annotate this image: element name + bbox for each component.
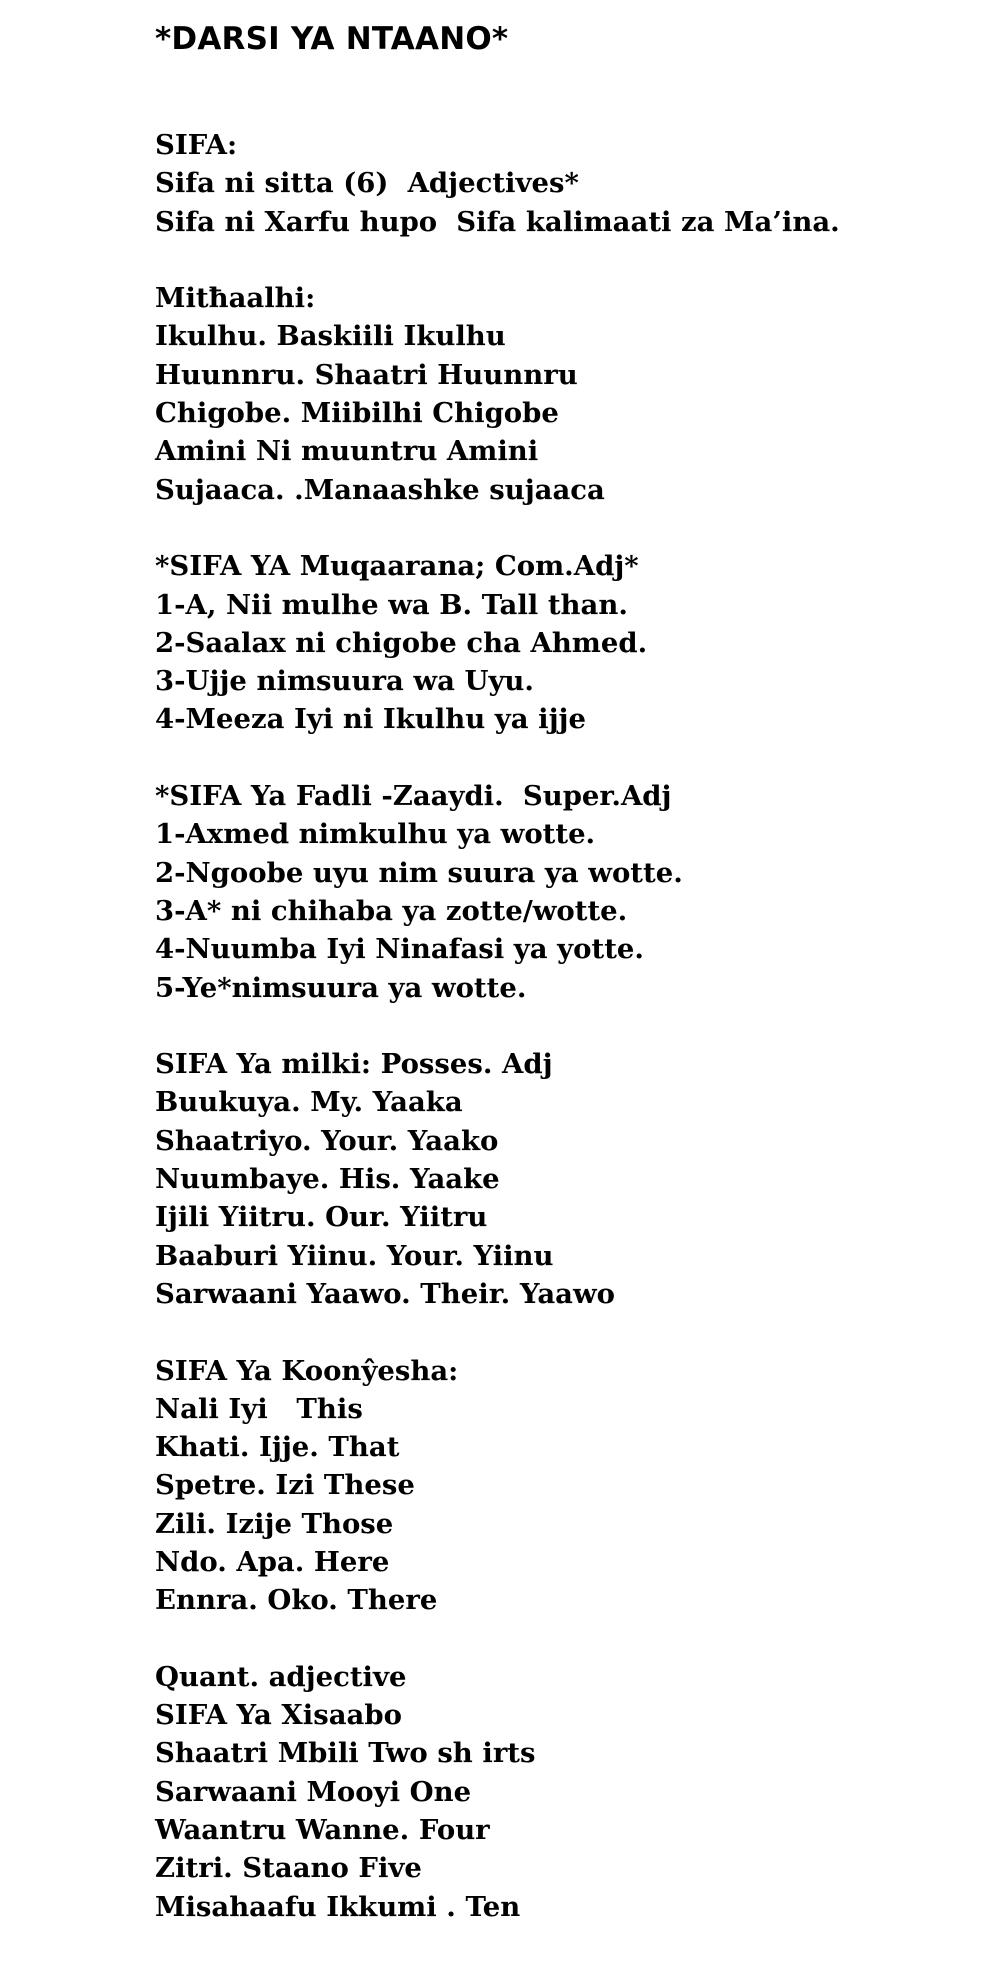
section-heading-line: SIFA Ya Koonŷesha: [155, 1354, 459, 1387]
title-spacer [155, 60, 955, 126]
section-spacer [155, 739, 955, 777]
text-line: Khati. Ijje. That [155, 1431, 400, 1464]
text-line: SIFA Ya Xisaabo [155, 1699, 402, 1732]
section-spacer [155, 1007, 955, 1045]
text-line: Zili. Izije Those [155, 1507, 394, 1540]
text-section [155, 279, 955, 509]
text-line: 2-Ngoobe uyu nim suura ya wotte. [155, 856, 683, 889]
section-spacer [155, 1620, 955, 1658]
text-line: 1-Axmed nimkulhu ya wotte. [155, 818, 596, 851]
text-line: Shaatri Mbili Two sh irts [155, 1737, 536, 1770]
text-line: Ndo. Apa. Here [155, 1545, 390, 1578]
text-line: Amini Ni muuntru Amini [155, 435, 539, 468]
text-line: Chigobe. Miibilhi Chigobe [155, 397, 559, 430]
text-line: 3-A* ni chihaba ya zotte/wotte. [155, 894, 628, 927]
text-line: 4-Meeza Iyi ni Ikulhu ya ijje [155, 703, 587, 736]
section-heading-line: Mitħaalhi: [155, 282, 316, 315]
text-line: Zitri. Staano Five [155, 1852, 422, 1885]
text-line: Sarwaani Mooyi One [155, 1775, 472, 1808]
text-line: Sifa ni Xarfu hupo Sifa kalimaati za Ma’ina. [155, 205, 840, 238]
text-line: Nali Iyi This [155, 1392, 363, 1425]
text-line: Waantru Wanne. Four [155, 1814, 490, 1847]
text-line: 5-Ye*nimsuura ya wotte. [155, 971, 527, 1004]
document-page [155, 18, 955, 1926]
text-line: Huunnru. Shaatri Huunnru [155, 358, 578, 391]
text-line: Ennra. Oko. There [155, 1584, 438, 1617]
text-line: Baaburi Yiinu. Your. Yiinu [155, 1239, 554, 1272]
text-line: Sifa ni sitta (6) Adjectives* [155, 167, 579, 200]
section-heading-line: SIFA Ya milki: Posses. Adj [155, 1048, 553, 1081]
text-line: Shaatriyo. Your. Yaako [155, 1124, 499, 1157]
text-section [155, 777, 955, 1007]
text-line: Sujaaca. .Manaashke sujaaca [155, 473, 605, 506]
section-spacer [155, 241, 955, 279]
text-line: Sarwaani Yaawo. Their. Yaawo [155, 1277, 615, 1310]
text-line: 4-Nuumba Iyi Ninafasi ya yotte. [155, 933, 644, 966]
text-section [155, 1352, 955, 1620]
section-spacer [155, 509, 955, 547]
section-spacer [155, 1313, 955, 1351]
text-line: 3-Ujje nimsuura wa Uyu. [155, 665, 534, 698]
text-line: Ikulhu. Baskiili Ikulhu [155, 320, 506, 353]
document-title: *DARSI YA NTAANO* [155, 21, 509, 57]
text-line: Ijili Yiitru. Our. Yiitru [155, 1201, 488, 1234]
section-heading-line: *SIFA YA Muqaarana; Com.Adj* [155, 550, 639, 583]
text-section [155, 1045, 955, 1313]
text-line: 1-A, Nii mulhe wa B. Tall than. [155, 588, 628, 621]
text-line: Nuumbaye. His. Yaake [155, 1163, 500, 1196]
text-section [155, 547, 955, 738]
section-heading-line: SIFA: [155, 129, 238, 161]
section-heading-line: *SIFA Ya Fadli -Zaaydi. Super.Adj [155, 780, 672, 813]
text-line: Buukuya. My. Yaaka [155, 1086, 463, 1119]
document-body [155, 126, 955, 1926]
text-line: Spetre. Izi These [155, 1469, 415, 1502]
text-section [155, 1658, 955, 1926]
text-section [155, 126, 955, 241]
text-line: Misahaafu Ikkumi . Ten [155, 1890, 521, 1923]
section-heading-line: Quant. adjective [155, 1660, 407, 1693]
text-line: 2-Saalax ni chigobe cha Ahmed. [155, 626, 648, 659]
